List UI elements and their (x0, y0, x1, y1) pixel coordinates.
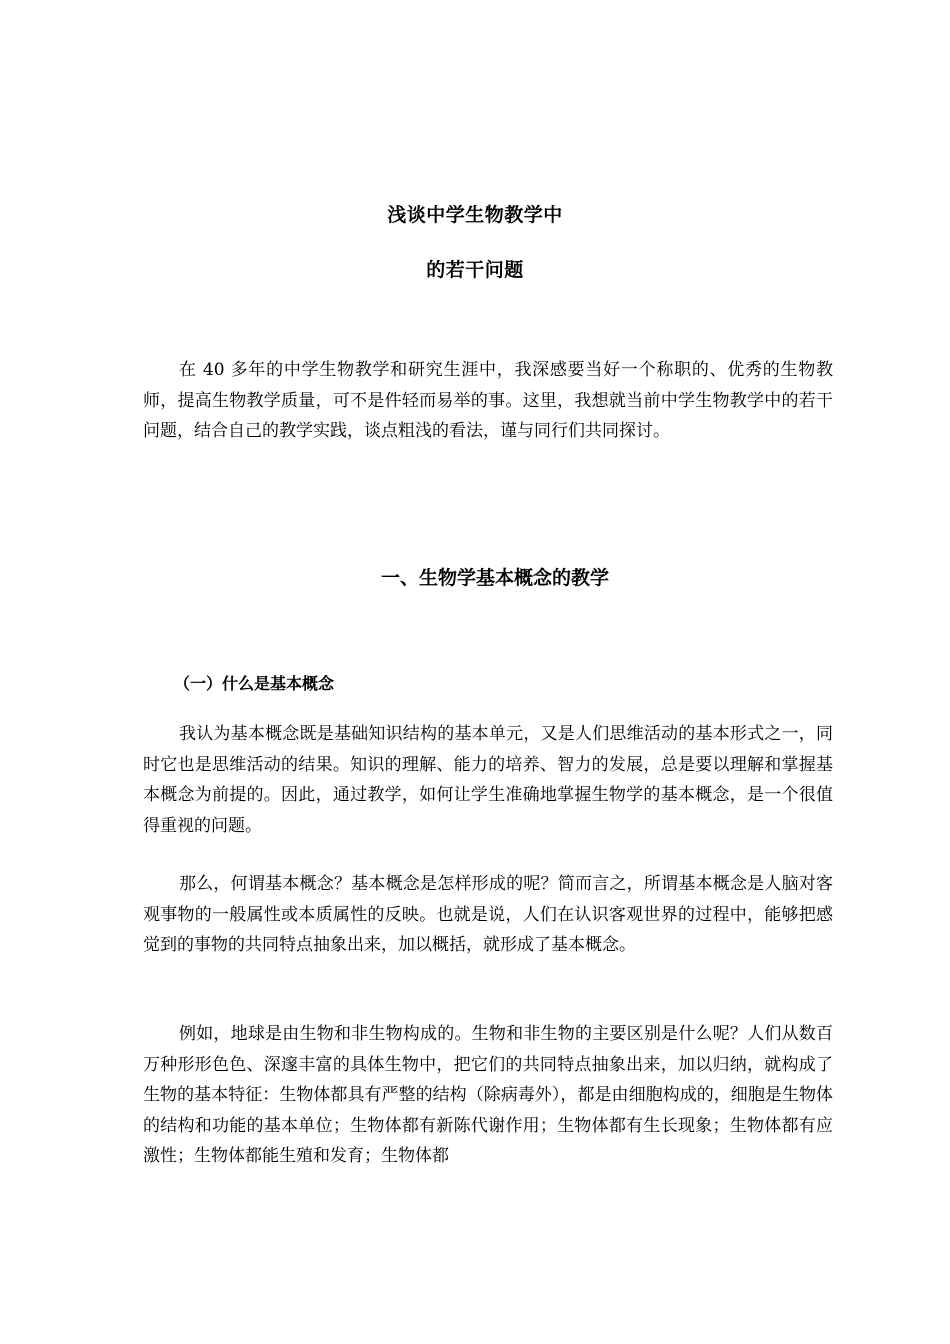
subsection-heading: （一）什么是基本概念 (174, 674, 335, 693)
body-paragraph-3: 例如，地球是由生物和非生物构成的。生物和非生物的主要区别是什么呢？人们从数百万种形形色色、深邃丰富的具体生物中，把它们的共同特点抽象出来，加以归纳，就构成了生物的基本特征：生物体都具有严整的结构（除病毒外），都是由细胞构成的，细胞是生物体的结构和功能的基本单位；生物体都有新陈代谢作用；生物体都有生长现象；生物体都有应激性；生物体都能生殖和发育；生物体都 (143, 1024, 833, 1166)
intro-paragraph: 在 40 多年的中学生物教学和研究生涯中，我深感要当好一个称职的、优秀的生物教师，提高生物教学质量，可不是件轻而易举的事。这里，我想就当前中学生物教学中的若干问题，结合自己的教学实践，谈点粗浅的看法，谨与同行们共同探讨。 (143, 360, 833, 441)
body-paragraph-1: 我认为基本概念既是基础知识结构的基本单元，又是人们思维活动的基本形式之一，同时它也是思维活动的结果。知识的理解、能力的培养、智力的发展，总是要以理解和掌握基本概念为前提的。因此，通过教学，如何让学生准确地掌握生物学的基本概念，是一个很值得重视的问题。 (143, 724, 833, 836)
body-paragraph-2: 那么，何谓基本概念？基本概念是怎样形成的呢？简而言之，所谓基本概念是人脑对客观事物的一般属性或本质属性的反映。也就是说，人们在认识客观世界的过程中，能够把感觉到的事物的共同特点抽象出来，加以概括，就形成了基本概念。 (143, 874, 833, 955)
document-title-line-2: 的若干问题 (426, 259, 524, 281)
section-heading: 一、生物学基本概念的教学 (380, 567, 609, 589)
document-title-line-1: 浅谈中学生物教学中 (387, 204, 563, 226)
